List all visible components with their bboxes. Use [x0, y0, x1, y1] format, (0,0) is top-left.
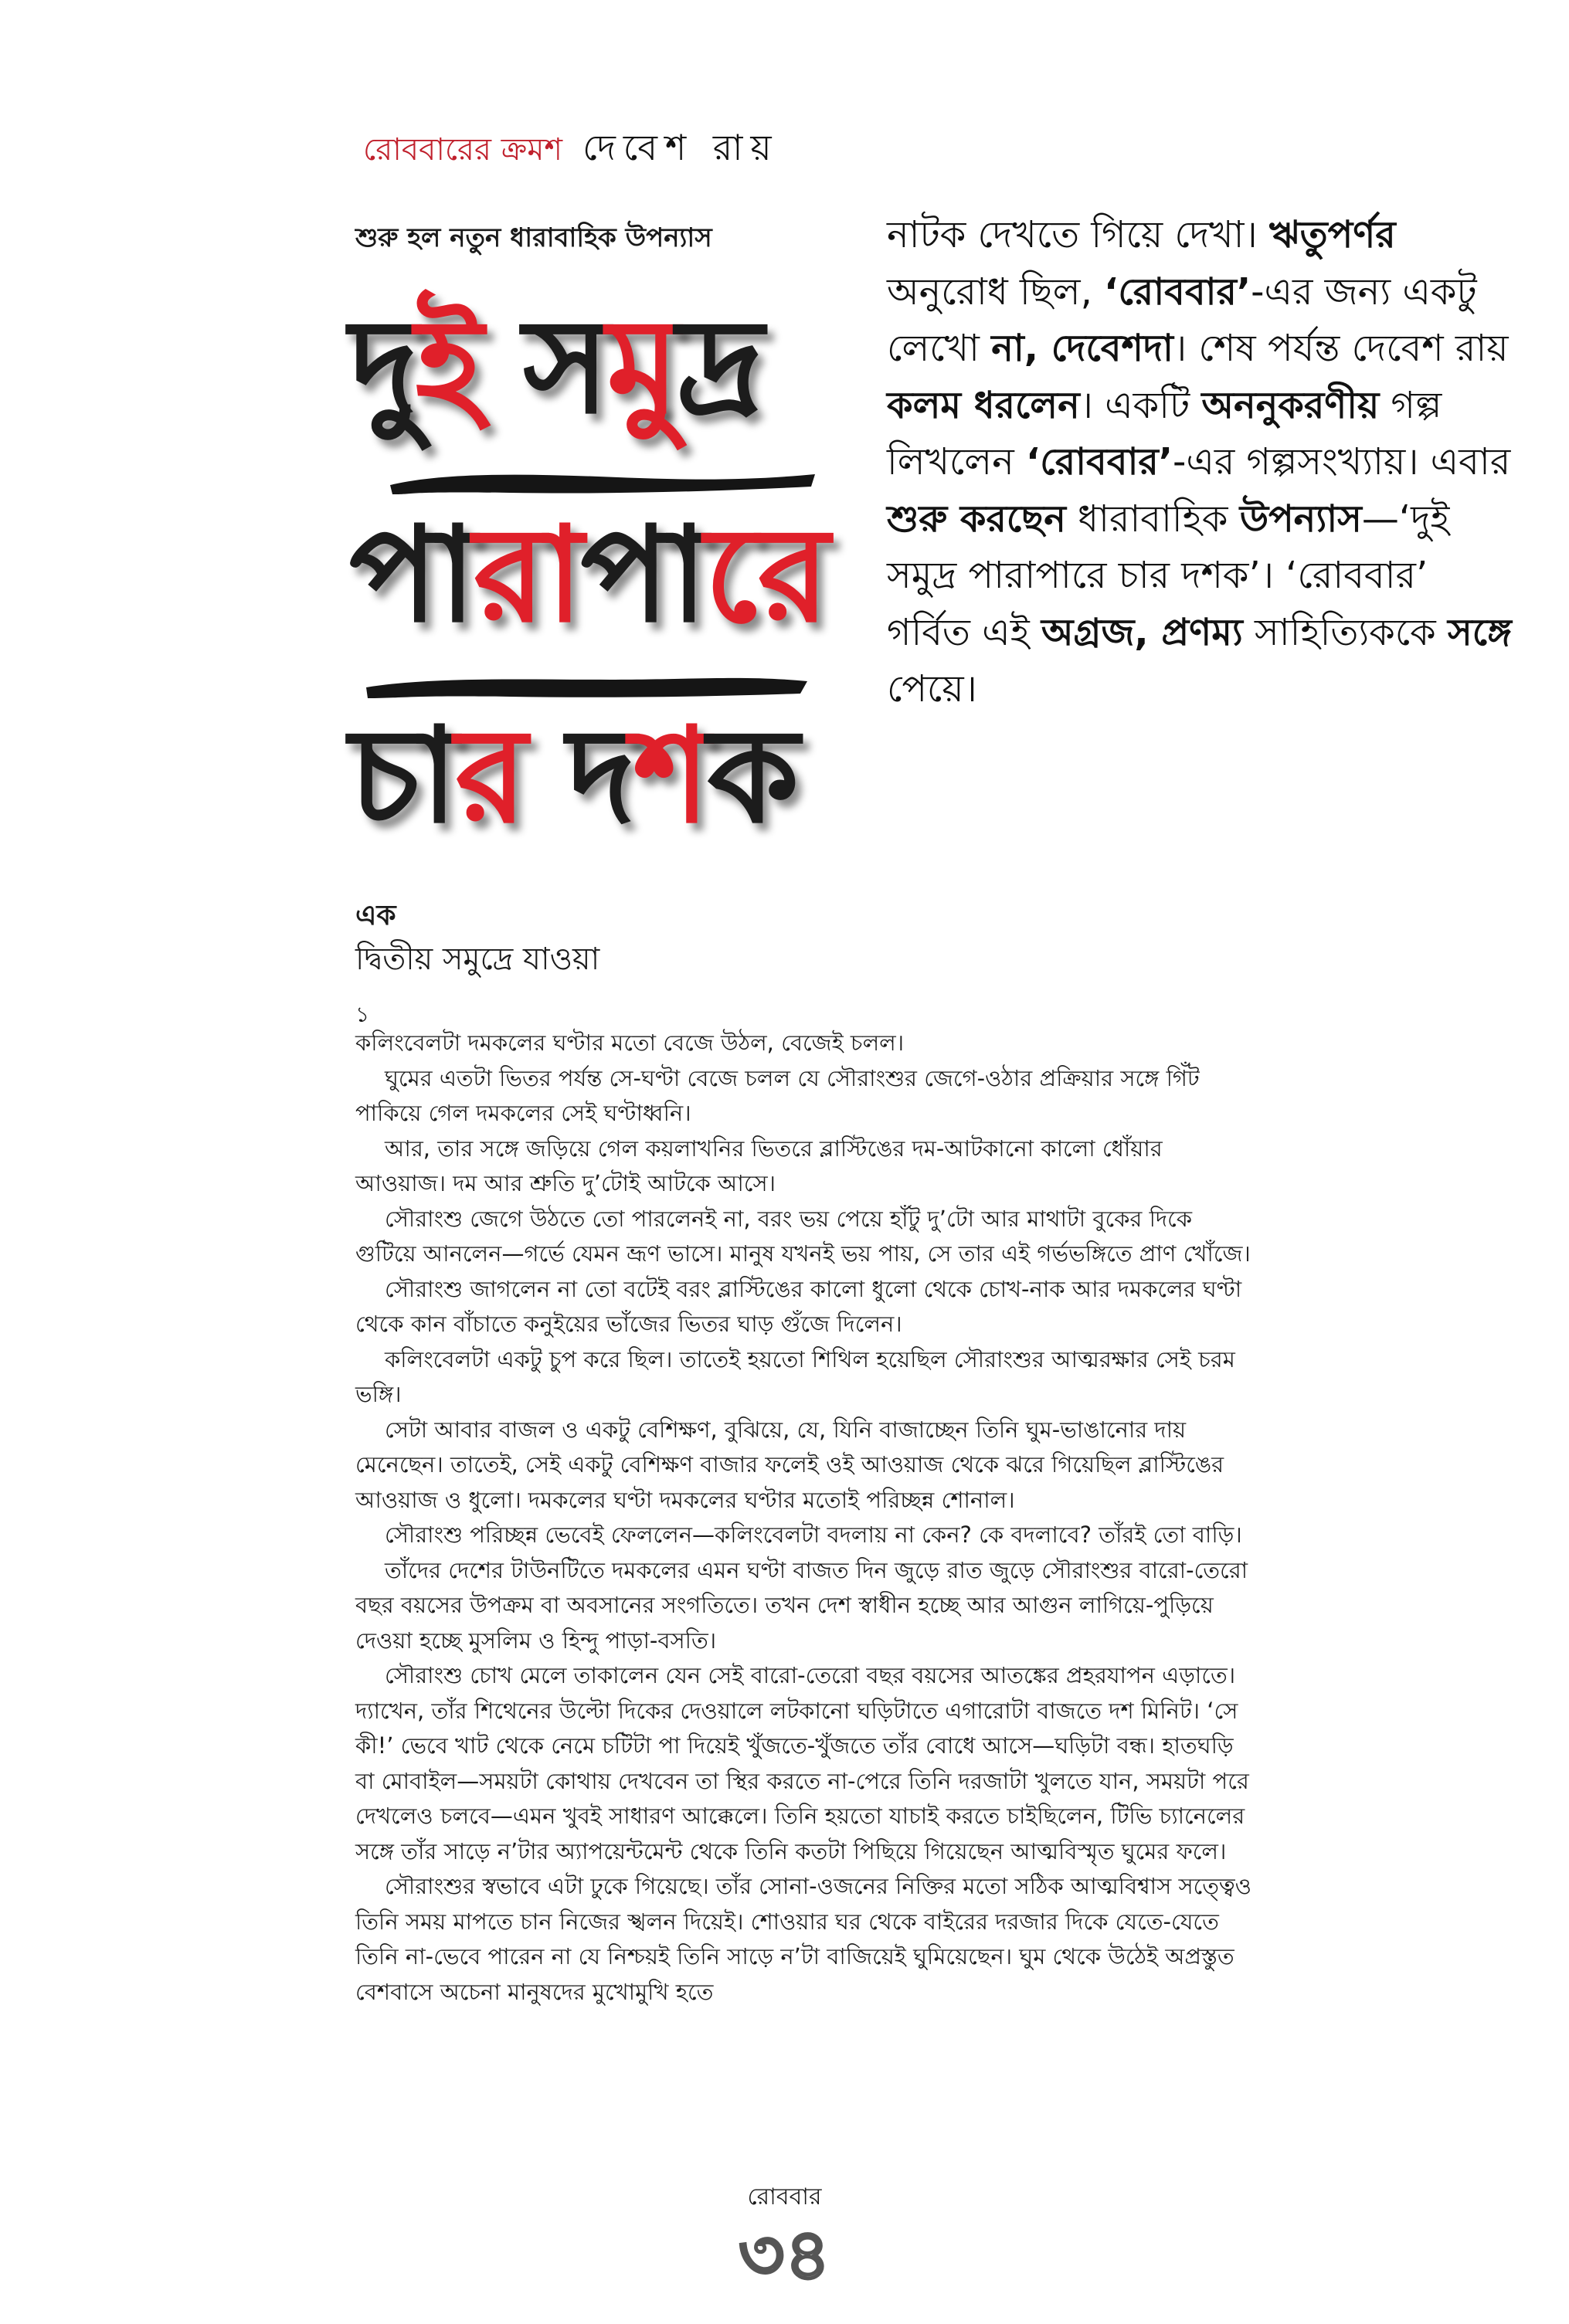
intro-text: -এর গল্পসংখ্যায়। এবার	[1173, 440, 1511, 483]
title-glyph-accent: র	[455, 700, 525, 853]
title-line-1	[349, 290, 761, 443]
paragraph: সৌরাংশু জেগে উঠতে তো পারলেনই না, বরং ভয় পেয়ে হাঁটু দু’টো আর মাথাটা বুকের দিকে গুটিয়ে আনলেন—গর্ভে যেমন ভ্রূণ ভাসে। মানুষ যখনই ভয় পায়, সে তার এই গর্ভভঙ্গিতে প্রাণ খোঁজে।	[355, 1205, 1251, 1267]
intro-text-bold: সঙ্গে	[1447, 610, 1512, 654]
title-glyph-accent: রে	[705, 499, 827, 652]
paragraph: আর, তার সঙ্গে জড়িয়ে গেল কয়লাখনির ভিতরে ব্লাস্টিঙের দম-আটকানো কালো ধোঁয়ার আওয়াজ। দম আর শ্রুতি দু’টোই আটকে আসে।	[355, 1135, 1163, 1196]
paragraph: ঘুমের এতটা ভিতর পর্যন্ত সে-ঘণ্টা বেজে চলল যে সৌরাংশুর জেগে-ওঠার প্রক্রিয়ার সঙ্গে গিঁট পাকিয়ে গেল দমকলের সেই ঘণ্টাধ্বনি।	[355, 1064, 1200, 1126]
intro-text: অনুরোধ ছিল,	[887, 270, 1105, 314]
paragraph: তাঁদের দেশের টাউনটিতে দমকলের এমন ঘণ্টা বাজত দিন জুড়ে রাত জুড়ে সৌরাংশুর বারো-তেরো বছর বয়সের উপক্রম বা অবসানের সংগতিতে। তখন দেশ স্বাধীন হচ্ছে আর আগুন লাগিয়ে-পুড়িয়ে দেওয়া হচ্ছে মুসলিম ও হিন্দু পাড়া-বসতি।	[355, 1556, 1248, 1654]
paragraph: কলিংবেলটা একটু চুপ করে ছিল। তাতেই হয়তো শিথিল হয়েছিল সৌরাংশুর আত্মরক্ষার সেই চরম ভঙ্গি।	[355, 1345, 1235, 1407]
page-number: ৩৪	[738, 2214, 831, 2296]
title-glyph: চা	[349, 700, 456, 853]
title-glyph: দু	[349, 290, 416, 443]
paragraph: সৌরাংশু পরিচ্ছন্ন ভেবেই ফেললেন—কলিংবেলটা বদলায় না কেন? কে বদলাবে? তাঁরই তো বাড়ি।	[385, 1522, 1242, 1548]
intro-text-bold: অগ্রজ, প্রণম্য	[1041, 610, 1243, 654]
title-glyph: দ	[524, 700, 633, 853]
chapter-label: এক	[355, 900, 396, 931]
intro-text: -এর জন্য একটু লেখো	[887, 270, 1477, 370]
intro-text-bold: ‘রোববার’	[1025, 440, 1173, 483]
intro-text: গল্প লিখলেন	[887, 383, 1442, 483]
intro-text-bold: ঋতুপর্ণর	[1268, 213, 1396, 256]
intro-text-bold: উপন্যাস	[1239, 497, 1362, 541]
title-glyph: পা	[580, 499, 705, 652]
section-number: ১	[355, 1002, 370, 1027]
intro-text: পেয়ে।	[887, 667, 977, 711]
paragraph: সৌরাংশুর স্বভাবে এটা ঢুকে গিয়েছে। তাঁর সোনা-ওজনের নিক্তির মতো সঠিক আত্মবিশ্বাস সত্ত্বেও তিনি সময় মাপতে চান নিজের স্খলন দিয়েই। শোওয়ার ঘর থেকে বাইরের দরজার দিকে যেতে-যেতে তিনি না-ভেবে পারেন না যে নিশ্চয়ই তিনি সাড়ে ন’টা বাজিয়েই ঘুমিয়েছেন। ঘুম থেকে উঠেই অপ্রস্তুত বেশবাসে অচেনা মানুষদের মুখোমুখি হতে	[355, 1873, 1252, 2005]
body-text	[355, 1026, 1251, 2010]
intro-text-bold: ‘রোববার’	[1104, 270, 1251, 314]
title-glyph: দ্র	[676, 290, 761, 443]
title-line-2	[349, 499, 827, 652]
title-glyph-accent: ই	[415, 290, 481, 443]
intro-text: নাটক দেখতে গিয়ে দেখা।	[887, 213, 1269, 256]
kicker-line: শুরু হল নতুন ধারাবাহিক উপন্যাস	[355, 222, 712, 253]
brush-stroke-divider	[386, 463, 819, 502]
author-name: দেবেশ রায়	[582, 127, 779, 168]
paragraph: সৌরাংশু চোখ মেলে তাকালেন যেন সেই বারো-তেরো বছর বয়সের আতঙ্কের প্রহরযাপন এড়াতে। দ্যাখেন, তাঁর শিথেনের উল্টো দিকের দেওয়ালে লটকানো ঘড়িটাতে এগারোটা বাজতে দশ মিনিট। ‘সে কী!’ ভেবে খাট থেকে নেমে চটিটা পা দিয়েই খুঁজতে-খুঁজতে তাঁর বোধে আসে—ঘড়িটা বন্ধ। হাতঘড়ি বা মোবাইল—সময়টা কোথায় দেখবেন তা স্থির করতে না-পেরে তিনি দরজাটা খুলতে যান, সময়টা পরে দেখলেও চলবে—এমন খুবই সাধারণ আক্কেলে। তিনি হয়তো যাচাই করতে চাইছিলেন, টিভি চ্যানেলের সঙ্গে তাঁর সাড়ে ন’টার অ্যাপয়েন্টমেন্ট থেকে তিনি কতটা পিছিয়ে গিয়েছেন আত্মবিস্মৃত ঘুমের ফলে।	[355, 1662, 1249, 1864]
title-glyph-accent: রা	[473, 499, 581, 652]
intro-text: ধারাবাহিক	[1065, 497, 1240, 541]
title-glyph-accent: মু	[606, 290, 677, 443]
intro-text: সাহিত্যিককে	[1242, 610, 1448, 654]
intro-text: —‘দুই সমুদ্র পারাপারে চার দশক’। ‘রোববার’ গর্বিত এই	[887, 497, 1450, 654]
title-glyph: পা	[349, 499, 474, 652]
intro-text-bold: অননুকরণীয়	[1201, 383, 1380, 427]
series-header	[363, 127, 779, 168]
intro-text-bold: কলম ধরলেন	[887, 383, 1080, 427]
paragraph: সৌরাংশু জাগলেন না তো বটেই বরং ব্লাস্টিঙের কালো ধুলো থেকে চোখ-নাক আর দমকলের ঘণ্টা থেকে কান বাঁচাতে কনুইয়ের ভাঁজের ভিতর ঘাড় গুঁজে দিলেন।	[355, 1275, 1242, 1337]
intro-text-bold: না, দেবেশদা	[991, 327, 1173, 370]
title-glyph: স	[480, 290, 607, 443]
paragraph: কলিংবেলটা দমকলের ঘণ্টার মতো বেজে উঠল, বেজেই চলল।	[355, 1030, 905, 1056]
title-glyph-accent: শ	[633, 700, 708, 853]
chapter-subtitle: দ্বিতীয় সমুদ্রে যাওয়া	[355, 941, 600, 977]
title-glyph: ক	[707, 700, 796, 853]
paragraph: সেটা আবার বাজল ও একটু বেশিক্ষণ, বুঝিয়ে, যে, যিনি বাজাচ্ছেন তিনি ঘুম-ভাঙানোর দায় মেনেছেন। তাতেই, সেই একটু বেশিক্ষণ বাজার ফলেই ওই আওয়াজ থেকে ঝরে গিয়েছিল ব্লাস্টিঙের আওয়াজ ও ধুলো। দমকলের ঘণ্টা দমকলের ঘণ্টার মতোই পরিচ্ছন্ন শোনাল।	[355, 1416, 1224, 1513]
intro-text-bold: শুরু করছেন	[887, 497, 1066, 541]
series-label: রোববারের ক্রমশ	[363, 132, 563, 168]
intro-text: । একটি	[1079, 383, 1202, 427]
footer-magazine-name: রোববার	[747, 2183, 822, 2210]
title-line-3	[349, 700, 796, 853]
intro-text: । শেষ পর্যন্ত দেবেশ রায়	[1173, 327, 1509, 370]
intro-blurb	[887, 207, 1520, 718]
